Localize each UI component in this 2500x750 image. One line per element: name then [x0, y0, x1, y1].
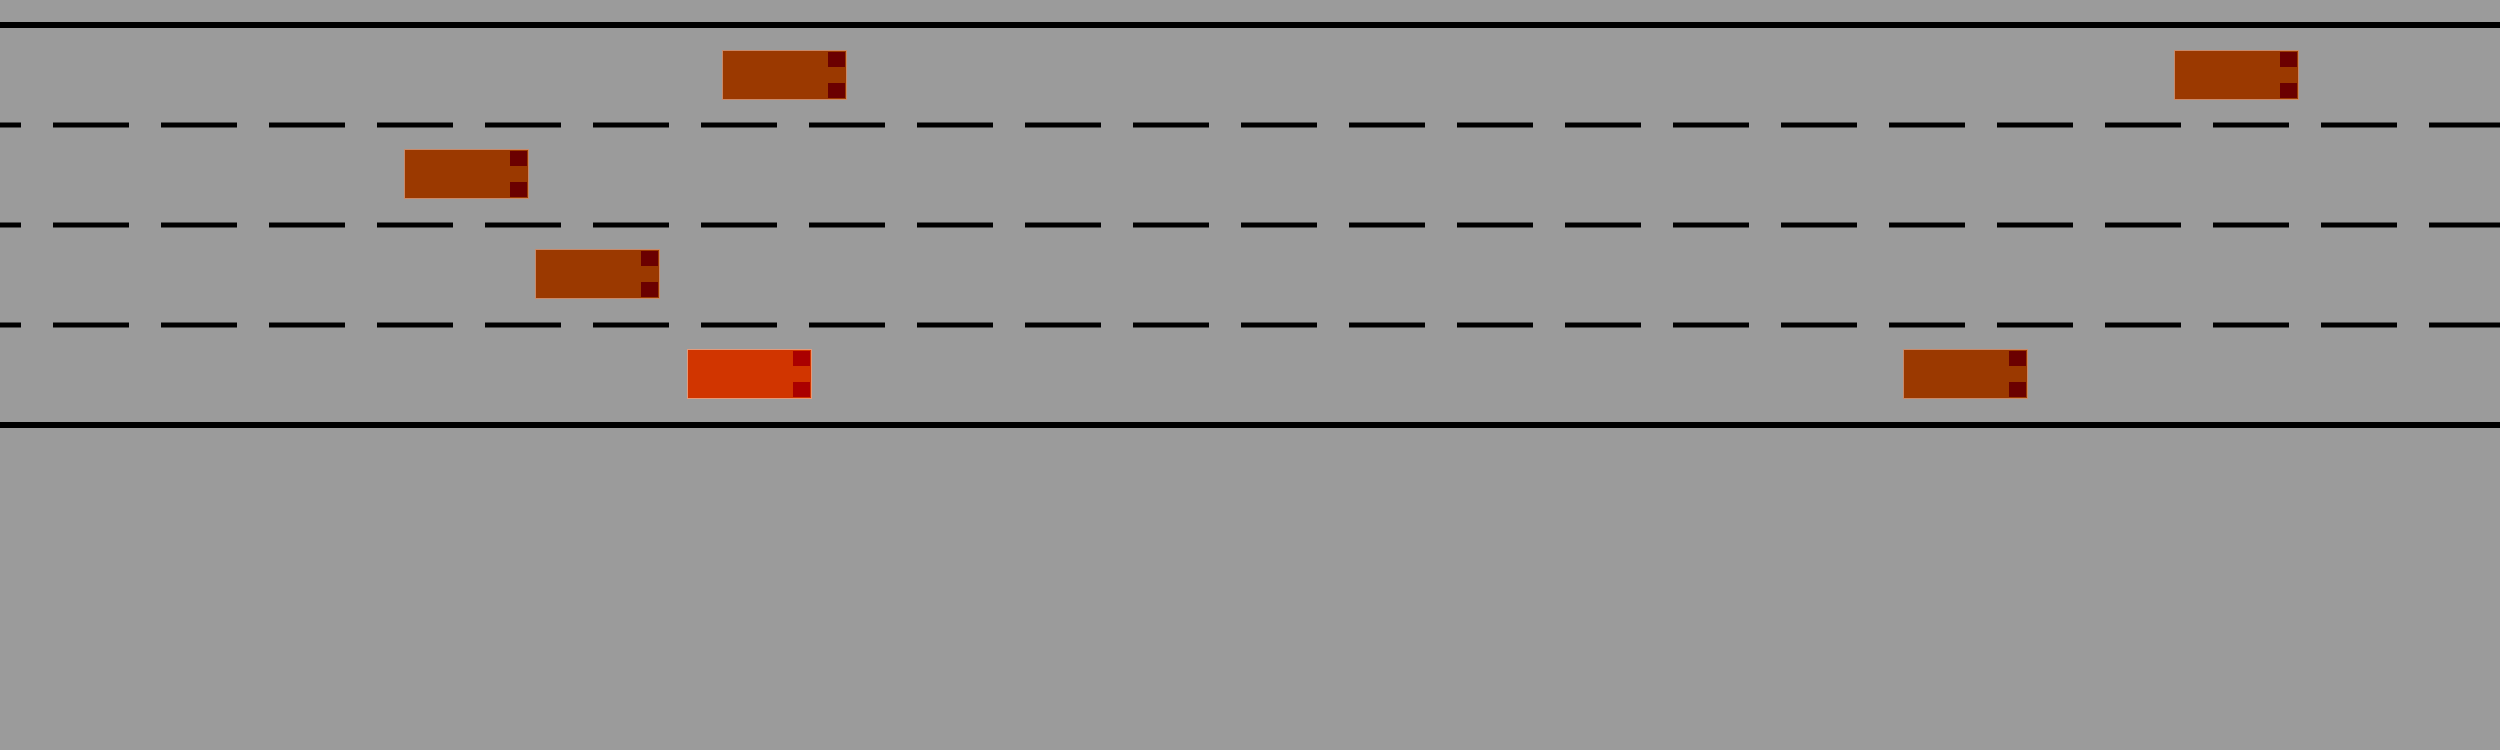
- vehicle-body: [723, 51, 847, 100]
- taillight-icon: [828, 83, 845, 98]
- taillight-icon: [2009, 351, 2026, 366]
- vehicle-1: [722, 50, 847, 100]
- vehicle-6: [2174, 50, 2299, 100]
- taillight-icon: [2009, 382, 2026, 397]
- taillight-icon: [510, 182, 527, 197]
- taillight-icon: [510, 151, 527, 166]
- taillight-icon: [793, 382, 810, 397]
- taillight-icon: [641, 282, 658, 297]
- taillight-icon: [2280, 52, 2297, 67]
- taillight-icon: [793, 351, 810, 366]
- vehicle-2: [404, 149, 529, 199]
- vehicle-body: [536, 250, 660, 299]
- taillight-icon: [828, 52, 845, 67]
- ego-vehicle: [687, 349, 812, 399]
- vehicle-body: [688, 350, 812, 399]
- vehicle-5: [1903, 349, 2028, 399]
- vehicle-body: [2175, 51, 2299, 100]
- taillight-icon: [2280, 83, 2297, 98]
- vehicle-body: [1904, 350, 2028, 399]
- taillight-icon: [641, 251, 658, 266]
- vehicle-body: [405, 150, 529, 199]
- vehicle-3: [535, 249, 660, 299]
